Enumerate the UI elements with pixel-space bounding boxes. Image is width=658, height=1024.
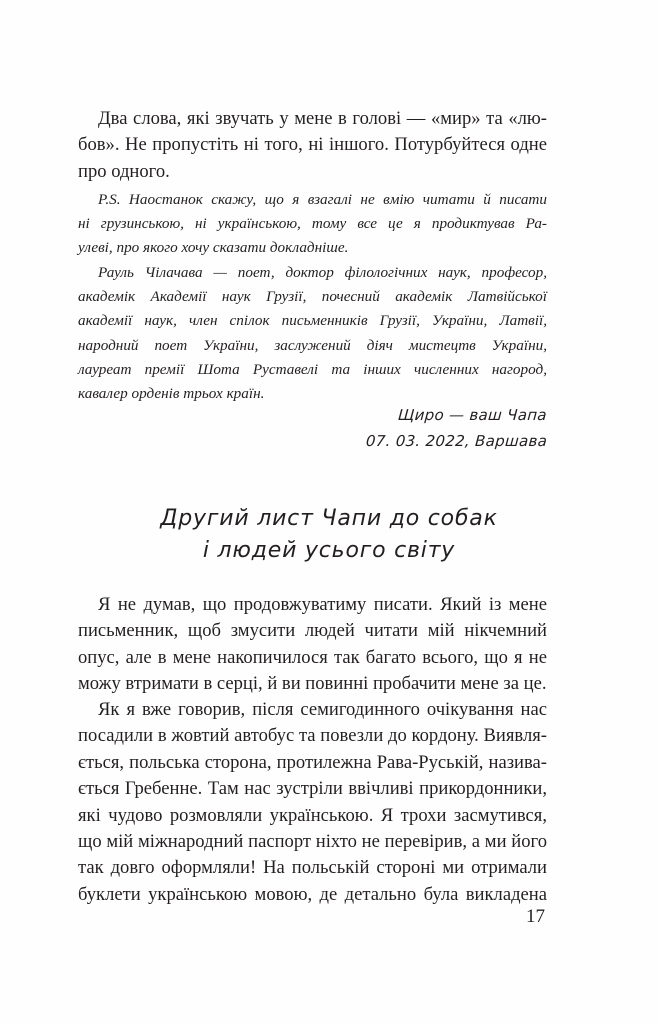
text-line: ється Гребенне. Там нас зустріли ввічливі прикордонники, [78, 778, 547, 800]
text-line: ється, польська сторона, протилежна Рава-Руській, назива- [78, 751, 547, 773]
page-number: 17 [526, 906, 545, 927]
signature-closing: Щиро — ваш Чапа [397, 406, 548, 424]
paragraph-1 [78, 592, 547, 698]
chapter-title-line-1: Другий лист Чапи до собак [160, 506, 498, 531]
text-line: академік Академії наук Грузії, почесний академік Латвійської [78, 288, 547, 306]
postscript [78, 188, 547, 261]
signature-date: 07. 03. 2022, Варшава [365, 432, 548, 450]
text-line: можу втримати в серці, й ви повинні пробачити мене за це. [78, 673, 547, 695]
author-bio [78, 261, 547, 406]
intro-paragraph [78, 106, 547, 185]
text-line: кавалер орденів трьох країн. [78, 385, 265, 403]
text-line: які чудово розмовляли українською. Я трохи засмутився, [78, 804, 547, 826]
text-line: так довго оформляли! На польській стороні ми отримали [78, 857, 547, 879]
text-line: Рауль Чілачава — поет, доктор філологічних наук, професор, [98, 264, 547, 281]
text-line: народний поет України, заслужений діяч мистецтв України, [78, 336, 547, 354]
text-line: академії наук, член спілок письменників Грузії, України, Латвії, [78, 312, 547, 330]
text-line: лауреат премії Шота Руставелі та інших численних нагород, [78, 360, 547, 378]
text-line: опус, але в мене накопичилося так багато всього, що я не [78, 646, 547, 668]
chapter-title-line-2: і людей усього світу [202, 538, 456, 563]
text-line: письменник, щоб змусити людей читати мій нікчемний [78, 620, 547, 642]
text-line: бов». Не пропустіть ні того, ні іншого. Потурбуйтеся одне [78, 134, 547, 156]
text-line: улеві, про якого хочу сказати докладніше. [78, 239, 349, 257]
text-line: про одного. [78, 160, 170, 182]
text-line: P.S. Наостанок скажу, що я взагалі не вмію читати й писати [98, 191, 547, 208]
text-line: Як я вже говорив, після семигодинного очікування нас [98, 699, 547, 720]
paragraph-2 [78, 697, 547, 908]
text-line: Два слова, які звучать у мене в голові — «мир» та «лю- [98, 108, 547, 129]
text-line: посадили в жовтий автобус та повезли до кордону. Виявля- [78, 725, 547, 747]
text-line: Я не думав, що продовжуватиму писати. Який із мене [98, 594, 547, 615]
text-line: буклети українською мовою, де детально була викладена [78, 883, 547, 905]
text-line: що мій міжнародний паспорт ніхто не перевірив, а ми його [78, 831, 547, 853]
text-line: ні грузинською, ні українською, тому все це я продиктував Ра- [78, 215, 547, 233]
